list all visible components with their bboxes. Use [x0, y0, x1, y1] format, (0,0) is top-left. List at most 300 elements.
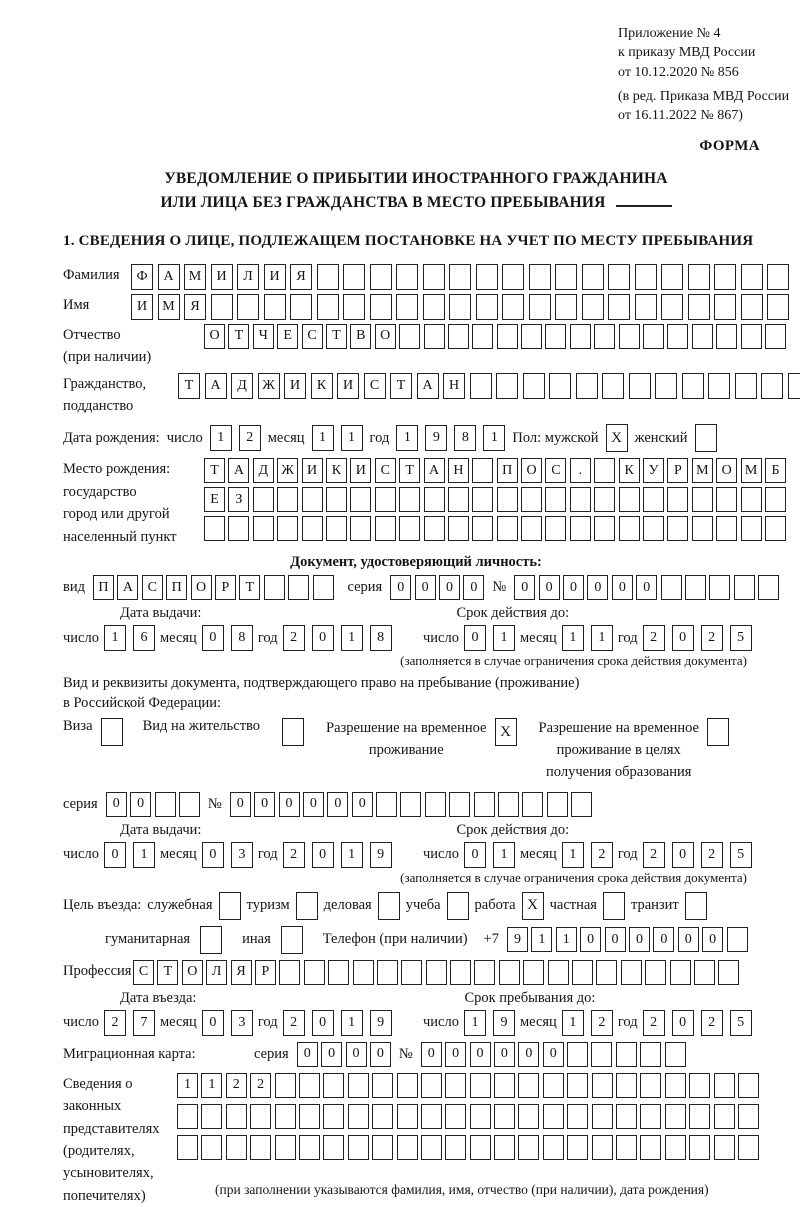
char-box[interactable]	[264, 294, 286, 320]
char-box[interactable]	[548, 960, 569, 985]
char-box[interactable]	[529, 294, 551, 320]
char-box[interactable]	[547, 792, 568, 817]
char-box[interactable]: 0	[563, 575, 584, 600]
char-box[interactable]	[275, 1073, 296, 1098]
char-box[interactable]: 0	[104, 842, 126, 868]
char-box[interactable]	[449, 792, 470, 817]
char-box[interactable]: 6	[133, 625, 155, 651]
char-box[interactable]	[594, 324, 615, 349]
char-box[interactable]: Т	[157, 960, 178, 985]
sex-male-checkbox[interactable]: X	[606, 424, 628, 452]
char-box[interactable]	[594, 487, 615, 512]
char-box[interactable]	[400, 792, 421, 817]
char-box[interactable]	[741, 294, 763, 320]
char-box[interactable]	[328, 960, 349, 985]
birthplace-input-row2[interactable]	[204, 487, 786, 512]
char-box[interactable]: С	[142, 575, 163, 600]
char-box[interactable]: 0	[702, 927, 723, 952]
char-box[interactable]: И	[337, 373, 359, 399]
char-box[interactable]: 8	[370, 625, 392, 651]
char-box[interactable]: 0	[494, 1042, 515, 1067]
char-box[interactable]: 0	[518, 1042, 539, 1067]
residence-permit-checkbox[interactable]	[282, 718, 304, 746]
char-box[interactable]	[343, 294, 365, 320]
char-box[interactable]: А	[417, 373, 439, 399]
stay-day-input[interactable]	[464, 1010, 515, 1036]
char-box[interactable]: 1	[133, 842, 155, 868]
char-box[interactable]: 8	[231, 625, 253, 651]
char-box[interactable]	[497, 487, 518, 512]
char-box[interactable]	[179, 792, 200, 817]
char-box[interactable]: 0	[605, 927, 626, 952]
mig-number-input[interactable]	[421, 1042, 686, 1067]
visa-checkbox[interactable]	[101, 718, 123, 746]
char-box[interactable]: 5	[730, 625, 752, 651]
char-box[interactable]: 0	[514, 575, 535, 600]
char-box[interactable]	[502, 264, 524, 290]
char-box[interactable]	[424, 487, 445, 512]
char-box[interactable]: Л	[237, 264, 259, 290]
char-box[interactable]	[250, 1135, 271, 1160]
char-box[interactable]	[543, 1073, 564, 1098]
char-box[interactable]	[689, 1104, 710, 1129]
char-box[interactable]	[640, 1042, 661, 1067]
phone-input[interactable]	[507, 927, 748, 952]
char-box[interactable]	[250, 1104, 271, 1129]
char-box[interactable]	[299, 1135, 320, 1160]
char-box[interactable]	[343, 264, 365, 290]
char-box[interactable]: Т	[204, 458, 225, 483]
char-box[interactable]: Н	[443, 373, 465, 399]
char-box[interactable]	[645, 960, 666, 985]
char-box[interactable]: 0	[636, 575, 657, 600]
char-box[interactable]: С	[364, 373, 386, 399]
char-box[interactable]: 0	[370, 1042, 391, 1067]
char-box[interactable]: Т	[399, 458, 420, 483]
char-box[interactable]	[665, 1073, 686, 1098]
char-box[interactable]	[445, 1073, 466, 1098]
char-box[interactable]	[376, 792, 397, 817]
char-box[interactable]: 0	[672, 1010, 694, 1036]
char-box[interactable]	[619, 324, 640, 349]
char-box[interactable]	[323, 1104, 344, 1129]
char-box[interactable]: 1	[591, 625, 613, 651]
char-box[interactable]	[572, 960, 593, 985]
char-box[interactable]	[619, 516, 640, 541]
char-box[interactable]	[594, 516, 615, 541]
citizenship-input[interactable]	[178, 373, 800, 399]
char-box[interactable]	[201, 1104, 222, 1129]
char-box[interactable]	[741, 324, 762, 349]
char-box[interactable]: 3	[231, 842, 253, 868]
char-box[interactable]	[643, 324, 664, 349]
char-box[interactable]	[643, 516, 664, 541]
char-box[interactable]	[765, 487, 786, 512]
char-box[interactable]: 0	[312, 842, 334, 868]
char-box[interactable]	[421, 1073, 442, 1098]
char-box[interactable]: 9	[493, 1010, 515, 1036]
char-box[interactable]	[399, 516, 420, 541]
char-box[interactable]	[470, 1073, 491, 1098]
char-box[interactable]	[523, 960, 544, 985]
char-box[interactable]	[494, 1073, 515, 1098]
char-box[interactable]: В	[350, 324, 371, 349]
entry-year-input[interactable]	[283, 1010, 392, 1036]
char-box[interactable]: 7	[133, 1010, 155, 1036]
char-box[interactable]: О	[182, 960, 203, 985]
char-box[interactable]	[758, 575, 779, 600]
char-box[interactable]	[640, 1073, 661, 1098]
char-box[interactable]	[765, 516, 786, 541]
char-box[interactable]	[692, 516, 713, 541]
char-box[interactable]	[767, 294, 789, 320]
char-box[interactable]: А	[228, 458, 249, 483]
char-box[interactable]	[567, 1073, 588, 1098]
char-box[interactable]	[497, 324, 518, 349]
char-box[interactable]	[155, 792, 176, 817]
char-box[interactable]: 0	[439, 575, 460, 600]
char-box[interactable]: 2	[283, 625, 305, 651]
char-box[interactable]: Я	[184, 294, 206, 320]
char-box[interactable]	[397, 1073, 418, 1098]
char-box[interactable]	[567, 1104, 588, 1129]
stay-month-input[interactable]	[562, 1010, 613, 1036]
char-box[interactable]	[616, 1042, 637, 1067]
char-box[interactable]	[689, 1135, 710, 1160]
char-box[interactable]	[761, 373, 783, 399]
representatives-input-row1[interactable]	[177, 1073, 759, 1098]
char-box[interactable]	[692, 487, 713, 512]
char-box[interactable]	[570, 487, 591, 512]
char-box[interactable]	[323, 1073, 344, 1098]
char-box[interactable]	[685, 575, 706, 600]
char-box[interactable]	[549, 373, 571, 399]
representatives-input-row2[interactable]	[177, 1104, 759, 1129]
char-box[interactable]: М	[158, 294, 180, 320]
char-box[interactable]	[522, 792, 543, 817]
char-box[interactable]	[545, 516, 566, 541]
char-box[interactable]	[476, 264, 498, 290]
char-box[interactable]	[709, 575, 730, 600]
char-box[interactable]: 3	[231, 1010, 253, 1036]
char-box[interactable]	[655, 373, 677, 399]
char-box[interactable]	[708, 373, 730, 399]
char-box[interactable]: 2	[701, 1010, 723, 1036]
char-box[interactable]	[670, 960, 691, 985]
char-box[interactable]: .	[570, 458, 591, 483]
char-box[interactable]	[692, 324, 713, 349]
char-box[interactable]: 2	[591, 1010, 613, 1036]
birth-month-input[interactable]	[312, 425, 363, 451]
char-box[interactable]	[299, 1104, 320, 1129]
char-box[interactable]: Я	[231, 960, 252, 985]
char-box[interactable]	[608, 294, 630, 320]
char-box[interactable]	[302, 516, 323, 541]
char-box[interactable]: 0	[202, 625, 224, 651]
char-box[interactable]	[399, 487, 420, 512]
char-box[interactable]: 1	[341, 842, 363, 868]
char-box[interactable]	[424, 516, 445, 541]
char-box[interactable]: 0	[312, 625, 334, 651]
char-box[interactable]	[375, 487, 396, 512]
char-box[interactable]	[688, 294, 710, 320]
char-box[interactable]	[521, 324, 542, 349]
char-box[interactable]: 0	[543, 1042, 564, 1067]
birthplace-input-row1[interactable]	[204, 458, 786, 483]
char-box[interactable]	[399, 324, 420, 349]
doc-issue-year-input[interactable]	[283, 625, 392, 651]
char-box[interactable]	[518, 1135, 539, 1160]
char-box[interactable]: 5	[730, 842, 752, 868]
doc-issue-month-input[interactable]	[202, 625, 253, 651]
char-box[interactable]	[665, 1104, 686, 1129]
char-box[interactable]: Ж	[258, 373, 280, 399]
char-box[interactable]: 1	[562, 625, 584, 651]
char-box[interactable]: 2	[250, 1073, 271, 1098]
char-box[interactable]	[714, 1104, 735, 1129]
temp-permit-checkbox[interactable]: X	[495, 718, 517, 746]
representatives-input-row3[interactable]	[177, 1135, 759, 1160]
char-box[interactable]	[545, 487, 566, 512]
char-box[interactable]: И	[350, 458, 371, 483]
entry-month-input[interactable]	[202, 1010, 253, 1036]
char-box[interactable]: 1	[556, 927, 577, 952]
char-box[interactable]	[496, 373, 518, 399]
char-box[interactable]: 2	[643, 625, 665, 651]
char-box[interactable]	[741, 487, 762, 512]
char-box[interactable]	[421, 1104, 442, 1129]
char-box[interactable]: Т	[239, 575, 260, 600]
purpose-study-checkbox[interactable]	[447, 892, 469, 920]
doc-expiry-day-input[interactable]	[464, 625, 515, 651]
char-box[interactable]	[426, 960, 447, 985]
char-box[interactable]: О	[191, 575, 212, 600]
char-box[interactable]: 1	[177, 1073, 198, 1098]
char-box[interactable]	[716, 487, 737, 512]
char-box[interactable]: 0	[202, 842, 224, 868]
char-box[interactable]	[497, 516, 518, 541]
permit-series-input[interactable]	[106, 792, 200, 817]
char-box[interactable]: 0	[464, 625, 486, 651]
char-box[interactable]: Ф	[131, 264, 153, 290]
char-box[interactable]	[474, 960, 495, 985]
char-box[interactable]	[470, 373, 492, 399]
char-box[interactable]	[714, 264, 736, 290]
char-box[interactable]	[521, 487, 542, 512]
char-box[interactable]	[621, 960, 642, 985]
profession-input[interactable]	[133, 960, 739, 985]
char-box[interactable]	[665, 1042, 686, 1067]
char-box[interactable]	[396, 264, 418, 290]
char-box[interactable]	[353, 960, 374, 985]
patronymic-input[interactable]	[204, 324, 786, 349]
char-box[interactable]	[317, 264, 339, 290]
char-box[interactable]: 0	[629, 927, 650, 952]
char-box[interactable]	[592, 1135, 613, 1160]
char-box[interactable]: 2	[283, 1010, 305, 1036]
char-box[interactable]: М	[741, 458, 762, 483]
char-box[interactable]	[716, 516, 737, 541]
char-box[interactable]: Л	[206, 960, 227, 985]
char-box[interactable]: 0	[672, 842, 694, 868]
char-box[interactable]: 0	[653, 927, 674, 952]
char-box[interactable]	[616, 1073, 637, 1098]
char-box[interactable]: М	[184, 264, 206, 290]
char-box[interactable]	[448, 516, 469, 541]
char-box[interactable]	[582, 264, 604, 290]
char-box[interactable]: 2	[701, 625, 723, 651]
char-box[interactable]	[472, 487, 493, 512]
char-box[interactable]	[735, 373, 757, 399]
char-box[interactable]	[323, 1135, 344, 1160]
char-box[interactable]: О	[204, 324, 225, 349]
char-box[interactable]: 1	[396, 425, 418, 451]
char-box[interactable]: 0	[254, 792, 275, 817]
char-box[interactable]	[275, 1104, 296, 1129]
doc-expiry-year-input[interactable]	[643, 625, 752, 651]
char-box[interactable]	[401, 960, 422, 985]
char-box[interactable]	[661, 294, 683, 320]
stay-year-input[interactable]	[643, 1010, 752, 1036]
char-box[interactable]: 1	[341, 1010, 363, 1036]
char-box[interactable]	[499, 960, 520, 985]
char-box[interactable]: 2	[239, 425, 261, 451]
char-box[interactable]: 0	[445, 1042, 466, 1067]
char-box[interactable]	[594, 458, 615, 483]
char-box[interactable]: 0	[463, 575, 484, 600]
char-box[interactable]	[635, 264, 657, 290]
char-box[interactable]	[523, 373, 545, 399]
char-box[interactable]	[567, 1042, 588, 1067]
char-box[interactable]: 1	[562, 842, 584, 868]
char-box[interactable]	[714, 294, 736, 320]
char-box[interactable]	[177, 1104, 198, 1129]
edu-permit-checkbox[interactable]	[707, 718, 729, 746]
char-box[interactable]: К	[326, 458, 347, 483]
char-box[interactable]	[592, 1073, 613, 1098]
char-box[interactable]	[476, 294, 498, 320]
char-box[interactable]	[211, 294, 233, 320]
char-box[interactable]	[714, 1135, 735, 1160]
char-box[interactable]	[545, 324, 566, 349]
char-box[interactable]	[529, 264, 551, 290]
char-box[interactable]	[688, 264, 710, 290]
char-box[interactable]	[423, 264, 445, 290]
char-box[interactable]	[738, 1135, 759, 1160]
char-box[interactable]	[602, 373, 624, 399]
char-box[interactable]	[616, 1104, 637, 1129]
char-box[interactable]	[264, 575, 285, 600]
char-box[interactable]	[619, 487, 640, 512]
char-box[interactable]	[472, 516, 493, 541]
entry-day-input[interactable]	[104, 1010, 155, 1036]
char-box[interactable]	[741, 264, 763, 290]
name-input[interactable]	[131, 294, 789, 320]
char-box[interactable]: П	[93, 575, 114, 600]
char-box[interactable]: Ж	[277, 458, 298, 483]
char-box[interactable]: 0	[230, 792, 251, 817]
purpose-transit-checkbox[interactable]	[685, 892, 707, 920]
char-box[interactable]: 0	[678, 927, 699, 952]
char-box[interactable]	[375, 516, 396, 541]
char-box[interactable]	[472, 458, 493, 483]
doc-expiry-month-input[interactable]	[562, 625, 613, 651]
char-box[interactable]	[665, 1135, 686, 1160]
char-box[interactable]	[555, 294, 577, 320]
doc-series-input[interactable]	[390, 575, 484, 600]
char-box[interactable]	[425, 792, 446, 817]
char-box[interactable]: О	[375, 324, 396, 349]
char-box[interactable]	[226, 1104, 247, 1129]
char-box[interactable]	[370, 294, 392, 320]
char-box[interactable]	[372, 1135, 393, 1160]
char-box[interactable]: 0	[672, 625, 694, 651]
char-box[interactable]: М	[692, 458, 713, 483]
char-box[interactable]	[629, 373, 651, 399]
char-box[interactable]: Н	[448, 458, 469, 483]
permit-issue-month-input[interactable]	[202, 842, 253, 868]
char-box[interactable]	[204, 516, 225, 541]
sex-female-checkbox[interactable]	[695, 424, 717, 452]
char-box[interactable]	[377, 960, 398, 985]
char-box[interactable]	[667, 487, 688, 512]
char-box[interactable]	[348, 1135, 369, 1160]
char-box[interactable]: Е	[204, 487, 225, 512]
permit-expiry-month-input[interactable]	[562, 842, 613, 868]
char-box[interactable]: 9	[507, 927, 528, 952]
permit-issue-year-input[interactable]	[283, 842, 392, 868]
char-box[interactable]	[424, 324, 445, 349]
char-box[interactable]	[494, 1135, 515, 1160]
char-box[interactable]: К	[311, 373, 333, 399]
char-box[interactable]	[348, 1073, 369, 1098]
char-box[interactable]: И	[131, 294, 153, 320]
char-box[interactable]	[397, 1104, 418, 1129]
char-box[interactable]: 0	[539, 575, 560, 600]
char-box[interactable]	[474, 792, 495, 817]
char-box[interactable]: 0	[297, 1042, 318, 1067]
char-box[interactable]	[734, 575, 755, 600]
purpose-official-checkbox[interactable]	[219, 892, 241, 920]
char-box[interactable]	[448, 487, 469, 512]
char-box[interactable]	[228, 516, 249, 541]
char-box[interactable]: 0	[312, 1010, 334, 1036]
char-box[interactable]	[635, 294, 657, 320]
char-box[interactable]	[718, 960, 739, 985]
char-box[interactable]	[421, 1135, 442, 1160]
char-box[interactable]: 0	[464, 842, 486, 868]
char-box[interactable]: Б	[765, 458, 786, 483]
char-box[interactable]	[738, 1104, 759, 1129]
char-box[interactable]	[591, 1042, 612, 1067]
purpose-private-checkbox[interactable]	[603, 892, 625, 920]
char-box[interactable]: Е	[277, 324, 298, 349]
char-box[interactable]	[253, 487, 274, 512]
purpose-tourism-checkbox[interactable]	[296, 892, 318, 920]
char-box[interactable]	[372, 1104, 393, 1129]
char-box[interactable]	[448, 324, 469, 349]
char-box[interactable]	[518, 1073, 539, 1098]
char-box[interactable]	[275, 1135, 296, 1160]
doc-number-input[interactable]	[514, 575, 779, 600]
char-box[interactable]	[640, 1104, 661, 1129]
char-box[interactable]: 2	[226, 1073, 247, 1098]
char-box[interactable]: 1	[464, 1010, 486, 1036]
char-box[interactable]	[326, 516, 347, 541]
char-box[interactable]	[226, 1135, 247, 1160]
char-box[interactable]	[237, 294, 259, 320]
char-box[interactable]	[518, 1104, 539, 1129]
